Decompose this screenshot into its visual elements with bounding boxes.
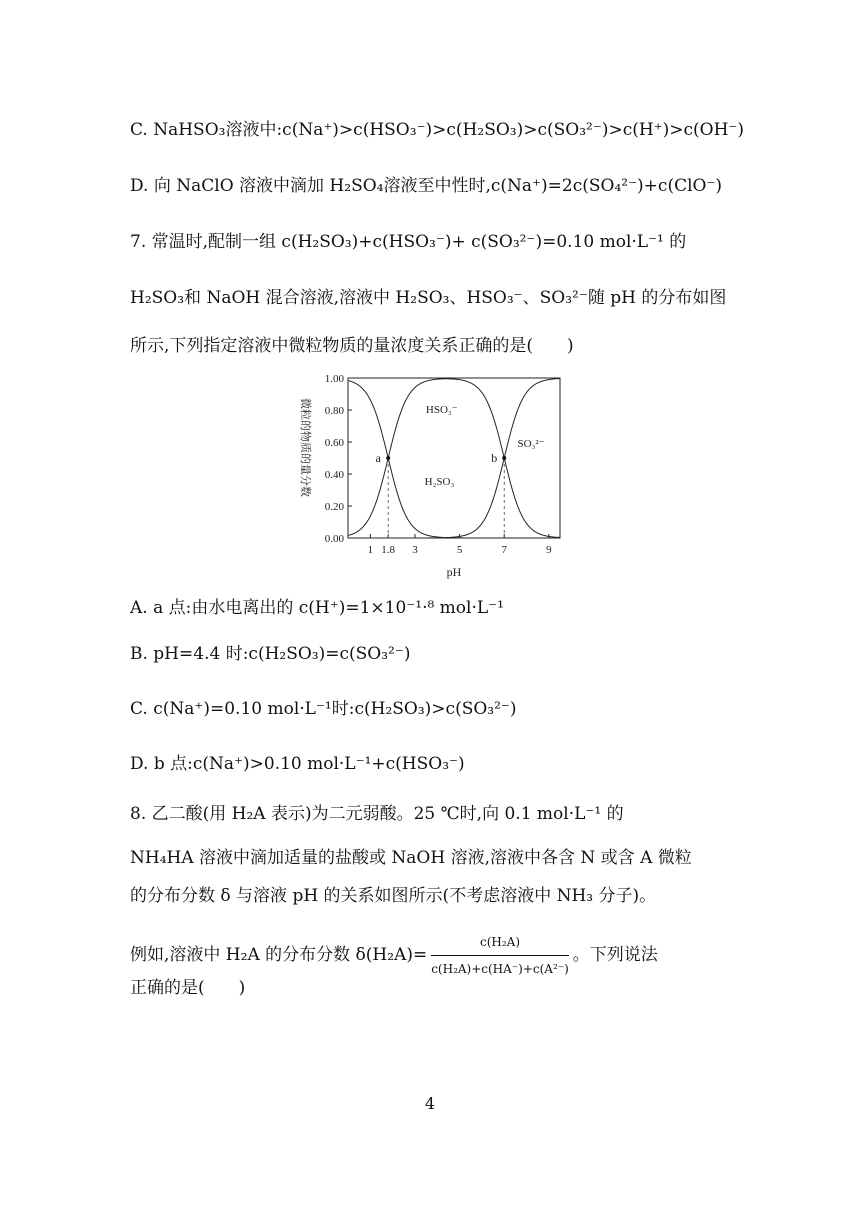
point-label-a: a [375,451,381,465]
y-axis-title: 微粒的物质的量分数 [299,398,311,497]
formula-suffix: 。下列说法 [572,945,658,965]
series-label-so3: SO₃²⁻ [517,437,545,450]
x-tick-label: 3 [412,544,418,556]
page-number: 4 [424,1094,436,1113]
point-b [502,456,506,460]
y-tick-label: 0.40 [324,469,344,481]
y-axis-label [299,398,313,497]
question-8-line-4 [130,930,658,981]
option-a-q7: A. a 点:由水电离出的 c(H⁺)=1×10⁻¹·⁸ mol·L⁻¹ [130,598,504,618]
option-d-q7: D. b 点:c(Na⁺)>0.10 mol·L⁻¹+c(HSO₃⁻) [130,754,465,774]
option-b-q7: B. pH=4.4 时:c(H₂SO₃)=c(SO₃²⁻) [130,644,411,664]
y-tick-label: 0.60 [324,437,344,449]
point-label-b: b [491,451,498,465]
fraction-denominator: c(H₂A)+c(HA⁻)+c(A²⁻) [431,962,569,976]
series-label-hso3: HSO₃⁻ [425,404,458,417]
x-tick-label: 5 [456,544,463,556]
series-label-h2so3: H₂SO₃ [424,476,455,489]
option-c-q7: C. c(Na⁺)=0.10 mol·L⁻¹时:c(H₂SO₃)>c(SO₃²⁻) [130,699,517,719]
y-tick-label: 0.00 [324,533,344,545]
question-8-line-2: NH₄HA 溶液中滴加适量的盐酸或 NaOH 溶液,溶液中各含 N 或含 A 微粒 [130,848,692,868]
question-7-line-3: 所示,下列指定溶液中微粒物质的量浓度关系正确的是( ) [130,336,574,356]
option-d-q6: D. 向 NaClO 溶液中滴加 H₂SO₄溶液至中性时,c(Na⁺)=2c(SO₄²⁻)+c(ClO⁻) [130,176,723,196]
x-ticks [368,534,553,556]
series-labels [425,404,545,488]
question-8-line-3: 的分布分数 δ 与溶液 pH 的关系如图所示(不考虑溶液中 NH₃ 分子)。 [130,886,657,906]
guide-lines [376,451,507,538]
question-8-line-1: 8. 乙二酸(用 H₂A 表示)为二元弱酸。25 ℃时,向 0.1 mol·L⁻¹ 的 [130,804,624,824]
fraction-numerator: c(H₂A) [431,930,569,956]
distribution-fraction [431,930,569,981]
x-tick-label: 7 [501,544,507,556]
y-tick-label: 1.00 [324,373,344,385]
question-8-line-5: 正确的是( ) [130,978,246,998]
x-axis-title: pH [446,565,462,579]
question-7-line-1: 7. 常温时,配制一组 c(H₂SO₃)+c(HSO₃⁻)+ c(SO₃²⁻)=0.10 mol·L⁻¹ 的 [130,232,687,252]
x-tick-label: 1.8 [381,544,396,556]
option-c-q6: C. NaHSO₃溶液中:c(Na⁺)>c(HSO₃⁻)>c(H₂SO₃)>c(SO₃²⁻)>c(H⁺)>c(OH⁻) [130,120,745,140]
formula-prefix: 例如,溶液中 H₂A 的分布分数 δ(H₂A)= [130,945,428,965]
y-tick-label: 0.20 [324,501,344,513]
x-tick-label: 9 [546,544,552,556]
y-tick-label: 0.80 [324,405,344,417]
point-a [386,456,390,460]
ph-distribution-chart [290,368,570,588]
question-7-line-2: H₂SO₃和 NaOH 混合溶液,溶液中 H₂SO₃、HSO₃⁻、SO₃²⁻随 pH 的分布如图 [130,288,727,308]
x-tick-label: 1 [367,544,374,556]
